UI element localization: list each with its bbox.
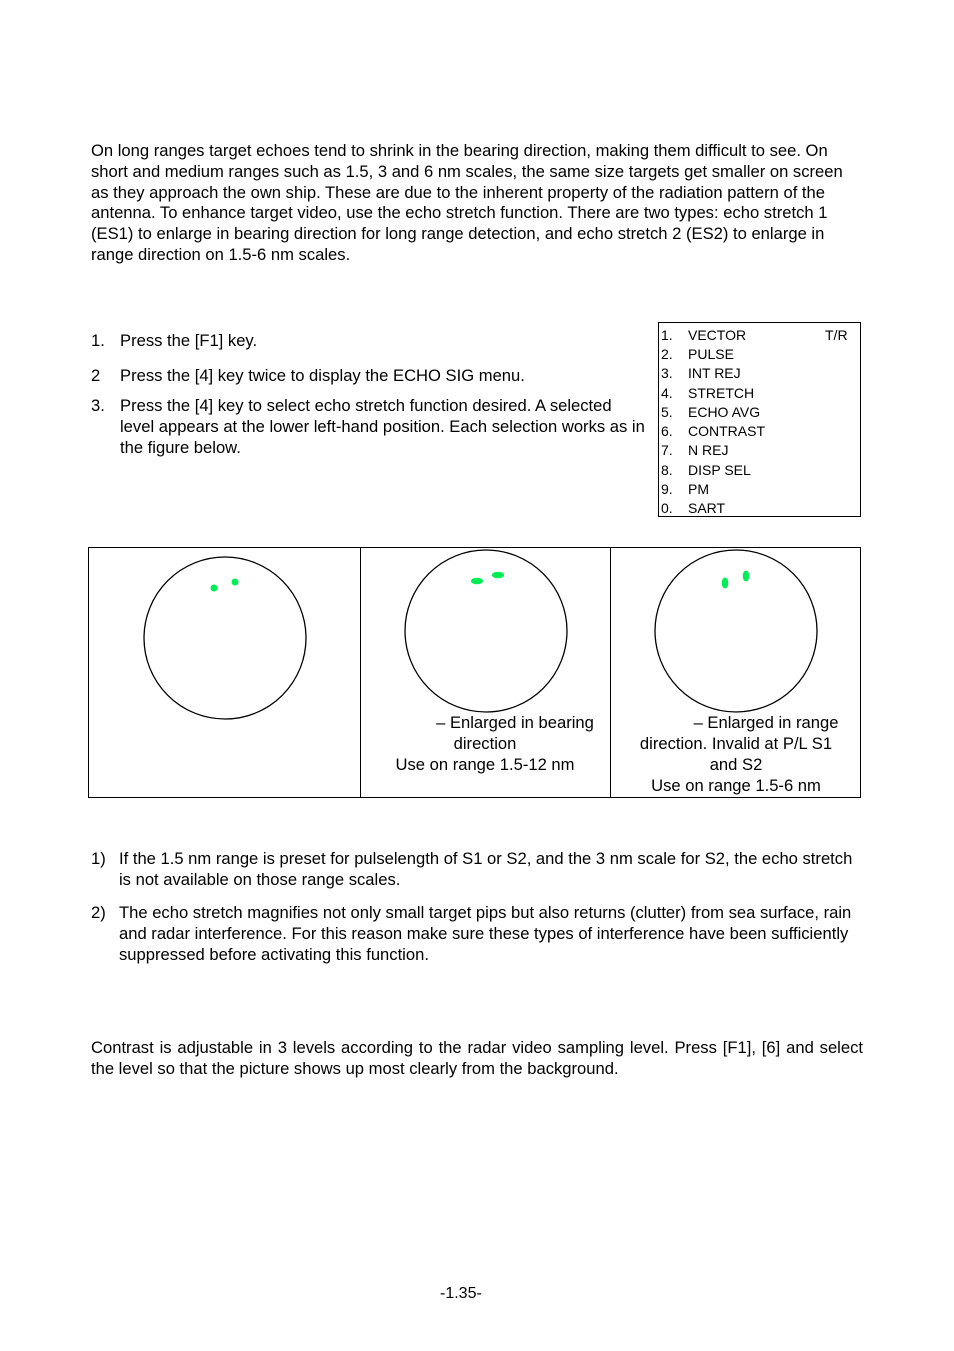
- caption-line: direction. Invalid at P/L S1: [639, 734, 833, 753]
- radar-scope: [403, 548, 569, 714]
- scope-ring: [655, 550, 817, 712]
- es1-caption: [371, 712, 599, 775]
- echo-sig-menu: T/R 1. VECTOR 2. PULSE 3. INT REJ 4. STRETCH 5. ECHO AVG 6. CONTRAST 7. N REJ 8. DISP SEL 9. PM 0. SART: [658, 322, 861, 517]
- echo-stretch-figure: [88, 547, 861, 798]
- caption-line: and S2: [709, 755, 763, 774]
- figure-panel-es2: [610, 548, 861, 797]
- page-number: -1.35-: [440, 1285, 482, 1302]
- contrast-paragraph: Contrast is adjustable in 3 levels according to the radar video sampling level. Press [F1], [6] and select the level so that the picture shows up most clearly from the background.: [91, 1038, 863, 1078]
- step-number: 1.: [91, 331, 105, 350]
- caption-line: – Enlarged in range: [693, 713, 839, 732]
- echo-pip: [722, 578, 729, 589]
- echo-pip: [743, 571, 750, 582]
- es2-caption: [615, 712, 857, 796]
- echo-pip: [492, 572, 504, 579]
- step-text: Press the [4] key to select echo stretch function desired. A selected level appears at the lower left-hand position. Each selection works as in the figure below.: [120, 396, 645, 457]
- scope-ring: [144, 557, 306, 719]
- note-number: 2): [91, 903, 106, 922]
- caption-line: Use on range 1.5-6 nm: [651, 776, 821, 795]
- caption-line: direction: [453, 734, 517, 753]
- figure-panel-normal: [89, 548, 360, 797]
- radar-scope: [653, 548, 819, 714]
- figure-panel-es1: [360, 548, 610, 797]
- step-number: 2: [91, 366, 101, 385]
- echo-pip: [232, 579, 239, 586]
- echo-pip: [471, 578, 483, 585]
- note-number: 1): [91, 849, 106, 868]
- menu-tag: T/R: [825, 327, 848, 343]
- step-text: Press the [F1] key.: [120, 331, 258, 350]
- note-text: If the 1.5 nm range is preset for pulselength of S1 or S2, and the 3 nm scale for S2, the echo stretch is not available on those range scales.: [119, 849, 853, 889]
- radar-scope: [142, 555, 308, 721]
- scope-ring: [405, 550, 567, 712]
- intro-paragraph: On long ranges target echoes tend to shrink in the bearing direction, making them difficult to see. On short and medium ranges such as 1.5, 3 and 6 nm scales, the same size targets get smaller on screen as they approach the own ship. These are due to the inherent property of the radiation pattern of the antenna. To enhance target video, use the echo stretch function. There are two types: echo stretch 1 (ES1) to enlarge in bearing direction for long range detection, and echo stretch 2 (ES2) to enlarge in range direction on 1.5-6 nm scales.: [91, 141, 843, 264]
- echo-pip: [211, 585, 218, 592]
- note-text: The echo stretch magnifies not only small target pips but also returns (clutter) from sea surface, rain and radar interference. For this reason make sure these types of interference have been sufficiently suppressed before activating this function.: [119, 903, 852, 964]
- caption-line: Use on range 1.5-12 nm: [395, 755, 575, 774]
- caption-line: – Enlarged in bearing: [436, 713, 594, 732]
- step-text: Press the [4] key twice to display the ECHO SIG menu.: [120, 366, 525, 385]
- step-number: 3.: [91, 396, 105, 415]
